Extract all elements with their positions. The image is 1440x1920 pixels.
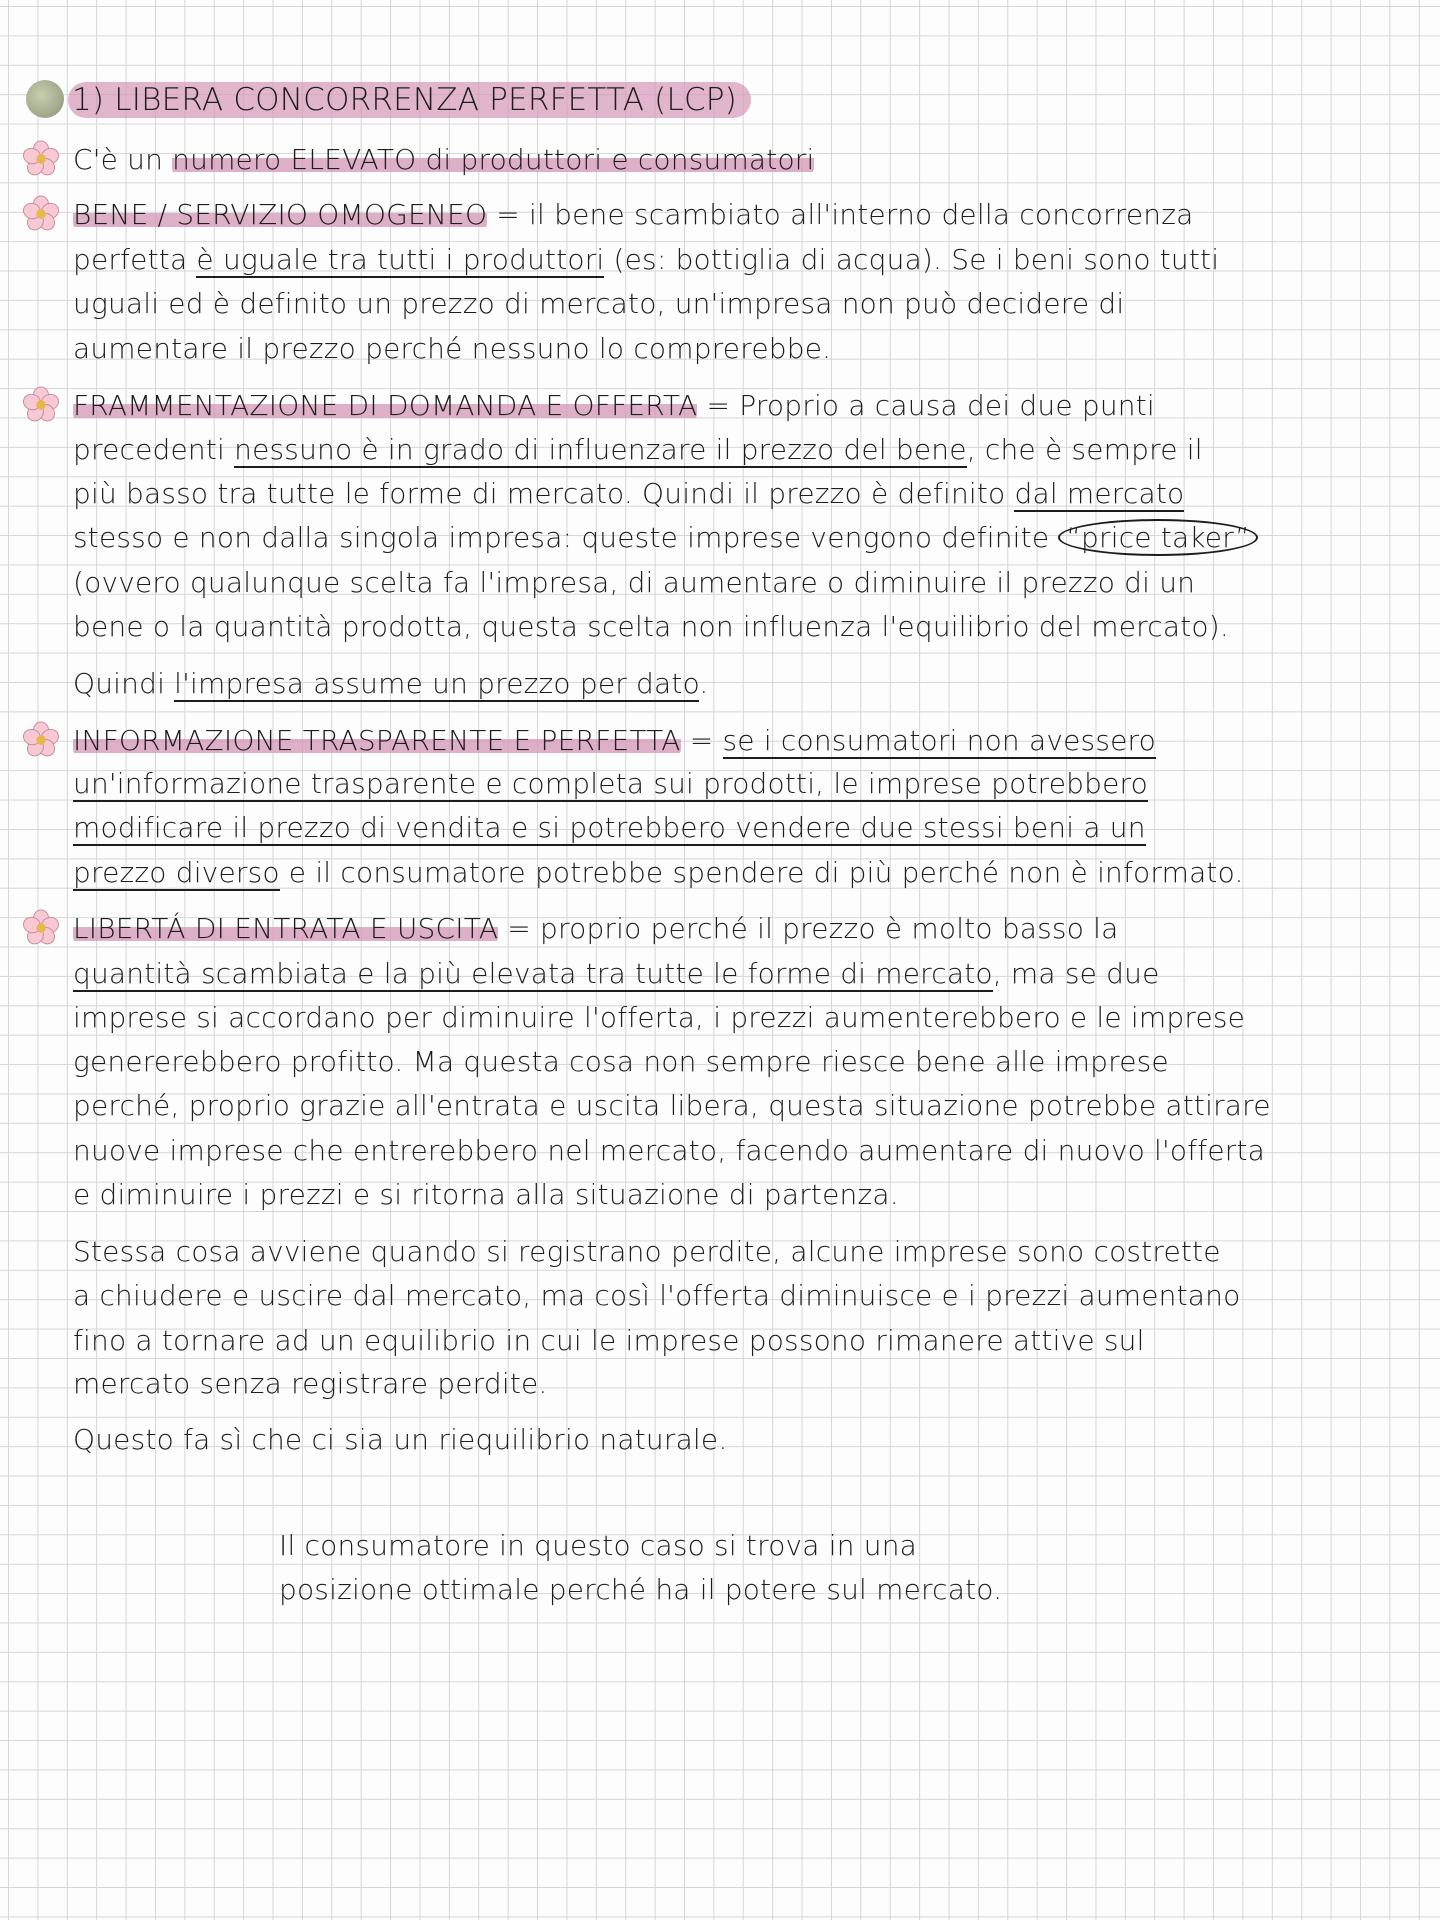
text-line [73, 723, 1156, 759]
text-line [73, 609, 1229, 645]
text-segment: genererebbero profitto. Ma questa cosa non sempre riesce bene alle imprese [73, 1045, 1169, 1078]
text-segment: , ma se due [992, 957, 1160, 990]
flower-bullet-icon [22, 140, 60, 178]
title-text: LIBERA CONCORRENZA PERFETTA (LCP) [114, 82, 737, 118]
text-segment: = proprio perché il prezzo è molto basso la [498, 912, 1119, 945]
text-line [73, 956, 1160, 992]
underlined-text: è uguale tra tutti i produttori [196, 243, 605, 276]
text-segment: fino a tornare ad un equilibrio in cui le imprese possono rimanere attive sul [73, 1324, 1145, 1357]
underlined-text: l'impresa assume un prezzo per dato [174, 667, 700, 700]
text-line [73, 331, 831, 367]
text-line [73, 810, 1146, 846]
text-segment: = il bene scambiato all'interno della concorrenza [487, 198, 1194, 231]
text-line [279, 1572, 1002, 1608]
text-line [73, 1234, 1221, 1270]
text-segment: (es: bottiglia di acqua). Se i beni sono tutti [604, 243, 1220, 276]
underlined-text: se i consumatori non avessero [722, 724, 1156, 757]
highlighted-text: FRAMMENTAZIONE DI DOMANDA E OFFERTA [73, 389, 698, 422]
flower-bullet-icon [22, 195, 60, 233]
text-segment: posizione ottimale perché ha il potere sul mercato. [279, 1573, 1003, 1606]
text-line [73, 1088, 1271, 1124]
text-line [73, 565, 1195, 601]
text-line [73, 911, 1119, 947]
number-badge-icon [26, 80, 64, 118]
highlighted-text: BENE / SERVIZIO OMOGENEO [73, 198, 488, 231]
text-segment: Il consumatore in questo caso si trova in una [279, 1529, 918, 1562]
text-line [73, 520, 1258, 556]
title-highlight [68, 82, 751, 118]
highlighted-text: INFORMAZIONE TRASPARENTE E PERFETTA [73, 724, 681, 757]
text-segment: stesso e non dalla singola impresa: queste imprese vengono definite [73, 521, 1059, 554]
flower-bullet-icon [22, 721, 60, 759]
text-segment: = [680, 724, 723, 757]
text-line [73, 1278, 1240, 1314]
underlined-text: modificare il prezzo di vendita e si potrebbero vendere due stessi beni a un [73, 811, 1146, 844]
highlighted-text: numero ELEVATO di produttori e consumatori [172, 143, 815, 176]
text-line [73, 476, 1184, 512]
text-line [73, 1177, 899, 1213]
title-number: 1) [72, 82, 105, 118]
text-segment: Quindi [73, 667, 175, 700]
text-line [73, 388, 1155, 424]
text-line [73, 286, 1124, 322]
underlined-text: nessuno è in grado di influenzare il prezzo del bene [234, 433, 967, 466]
text-line [73, 855, 1244, 891]
text-segment: mercato senza registrare perdite. [73, 1367, 548, 1400]
text-segment: a chiudere e uscire dal mercato, ma così l'offerta diminuisce e i prezzi aumentano [73, 1279, 1241, 1312]
underlined-text: un'informazione trasparente e completa sui prodotti, le imprese potrebbero [73, 767, 1148, 800]
text-segment: perché, proprio grazie all'entrata e uscita libera, questa situazione potrebbe attirare [73, 1089, 1271, 1122]
text-segment: C'è un [73, 143, 173, 176]
text-segment: = Proprio a causa dei due punti [697, 389, 1155, 422]
text-line [73, 1133, 1265, 1169]
text-segment: bene o la quantità prodotta, questa scelta non influenza l'equilibrio del mercato). [73, 610, 1229, 643]
text-segment: precedenti [73, 433, 235, 466]
text-line [73, 1000, 1245, 1036]
text-line [279, 1528, 917, 1564]
text-segment: aumentare il prezzo perché nessuno lo comprerebbe. [73, 332, 832, 365]
text-segment: più basso tra tutte le forme di mercato. Quindi il prezzo è definito [73, 477, 1015, 510]
highlighted-text: LIBERTÁ DI ENTRATA E USCITA [73, 912, 499, 945]
text-line [73, 766, 1148, 802]
text-segment: (ovvero qualunque scelta fa l'impresa, di aumentare o diminuire il prezzo di un [73, 566, 1196, 599]
text-line [73, 432, 1203, 468]
text-segment: imprese si accordano per diminuire l'offerta, i prezzi aumenterebbero e le imprese [73, 1001, 1246, 1034]
text-line [73, 1323, 1145, 1359]
section-title [26, 82, 751, 121]
circled-text: “price taker” [1058, 519, 1257, 556]
text-segment: nuove imprese che entrerebbero nel mercato, facendo aumentare di nuovo l'offerta [73, 1134, 1266, 1167]
text-segment: . [699, 667, 709, 700]
text-line [73, 1044, 1169, 1080]
text-segment: , che è sempre il [966, 433, 1203, 466]
text-line [73, 1422, 727, 1458]
text-line [73, 242, 1219, 278]
text-line [73, 197, 1194, 233]
underlined-text: prezzo diverso [73, 856, 280, 889]
flower-bullet-icon [22, 386, 60, 424]
text-line [73, 666, 709, 702]
text-segment: Stessa cosa avviene quando si registrano perdite, alcune imprese sono costrette [73, 1235, 1221, 1268]
text-segment: e diminuire i prezzi e si ritorna alla situazione di partenza. [73, 1178, 899, 1211]
underlined-text: dal mercato [1014, 477, 1185, 510]
text-segment: e il consumatore potrebbe spendere di più perché non è informato. [279, 856, 1244, 889]
underlined-text: quantità scambiata e la più elevata tra tutte le forme di mercato [73, 957, 993, 990]
text-line [73, 142, 814, 178]
text-segment: uguali ed è definito un prezzo di mercato, un'impresa non può decidere di [73, 287, 1125, 320]
text-line [73, 1366, 548, 1402]
text-segment: perfetta [73, 243, 197, 276]
flower-bullet-icon [22, 909, 60, 947]
text-segment: Questo fa sì che ci sia un riequilibrio naturale. [73, 1423, 728, 1456]
